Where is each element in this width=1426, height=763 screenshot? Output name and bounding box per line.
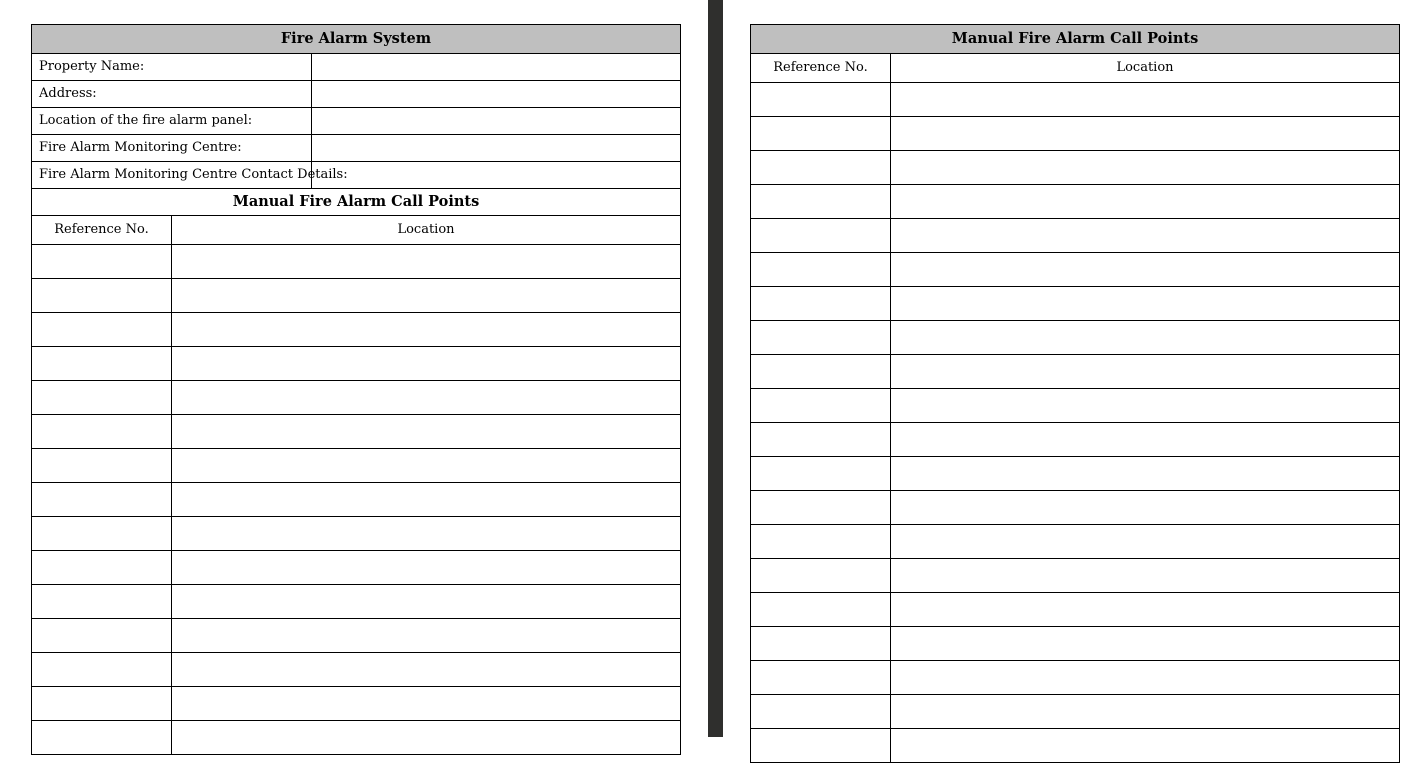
table-row: [751, 185, 1400, 219]
table-row: [32, 313, 681, 347]
reference-no-cell[interactable]: [751, 321, 891, 355]
reference-no-cell[interactable]: [751, 729, 891, 763]
reference-no-cell[interactable]: [751, 457, 891, 491]
reference-no-header: Reference No.: [32, 216, 172, 245]
reference-no-cell[interactable]: [751, 219, 891, 253]
location-cell[interactable]: [891, 559, 1400, 593]
panel-location-label: Location of the fire alarm panel:: [32, 108, 312, 135]
location-cell[interactable]: [891, 185, 1400, 219]
address-label: Address:: [32, 81, 312, 108]
location-cell[interactable]: [891, 355, 1400, 389]
table-row: [751, 117, 1400, 151]
location-cell[interactable]: [891, 593, 1400, 627]
location-cell[interactable]: [172, 483, 681, 517]
reference-no-cell[interactable]: [751, 491, 891, 525]
field-row-monitoring-contact: [32, 162, 681, 189]
table-row: [32, 347, 681, 381]
table-row: [32, 279, 681, 313]
reference-no-cell[interactable]: [751, 151, 891, 185]
reference-no-cell[interactable]: [32, 347, 172, 381]
location-cell[interactable]: [172, 449, 681, 483]
location-cell[interactable]: [172, 551, 681, 585]
location-cell[interactable]: [891, 729, 1400, 763]
reference-no-cell[interactable]: [751, 593, 891, 627]
field-row-panel-location: [32, 108, 681, 135]
location-cell[interactable]: [891, 253, 1400, 287]
table-row: [751, 593, 1400, 627]
call-points-section-row: [32, 189, 681, 216]
table-row: [32, 721, 681, 755]
table-row: [32, 687, 681, 721]
location-cell[interactable]: [891, 389, 1400, 423]
location-cell[interactable]: [891, 219, 1400, 253]
table-row: [751, 457, 1400, 491]
reference-no-cell[interactable]: [751, 695, 891, 729]
table-row: [32, 381, 681, 415]
reference-no-cell[interactable]: [751, 117, 891, 151]
reference-no-cell[interactable]: [32, 687, 172, 721]
location-cell[interactable]: [891, 627, 1400, 661]
call-points-section-title: Manual Fire Alarm Call Points: [32, 189, 681, 216]
location-cell[interactable]: [891, 661, 1400, 695]
reference-no-cell[interactable]: [32, 585, 172, 619]
table-row: [751, 525, 1400, 559]
document-page-1: [0, 0, 708, 737]
table-row: [32, 517, 681, 551]
location-cell[interactable]: [172, 313, 681, 347]
monitoring-contact-field[interactable]: [312, 162, 681, 189]
property-name-field[interactable]: [312, 54, 681, 81]
location-cell[interactable]: [172, 347, 681, 381]
location-cell[interactable]: [172, 687, 681, 721]
location-cell[interactable]: [891, 423, 1400, 457]
table-row: [751, 729, 1400, 763]
reference-no-cell[interactable]: [751, 423, 891, 457]
table-row: [751, 695, 1400, 729]
page-gutter: [708, 0, 723, 737]
reference-no-cell[interactable]: [32, 551, 172, 585]
address-field[interactable]: [312, 81, 681, 108]
fire-alarm-system-table: [31, 24, 681, 755]
table-row: [751, 151, 1400, 185]
reference-no-cell[interactable]: [32, 279, 172, 313]
monitoring-centre-field[interactable]: [312, 135, 681, 162]
location-cell[interactable]: [891, 695, 1400, 729]
table-row: [32, 415, 681, 449]
location-cell[interactable]: [172, 585, 681, 619]
reference-no-cell[interactable]: [751, 287, 891, 321]
table-row: [751, 321, 1400, 355]
location-cell[interactable]: [891, 83, 1400, 117]
table-title-row: [32, 25, 681, 54]
location-cell[interactable]: [891, 457, 1400, 491]
reference-no-cell[interactable]: [32, 483, 172, 517]
reference-no-header: Reference No.: [751, 54, 891, 83]
location-cell[interactable]: [891, 287, 1400, 321]
table-title-row: [751, 25, 1400, 54]
table-row: [751, 389, 1400, 423]
table-row: [751, 219, 1400, 253]
reference-no-cell[interactable]: [32, 245, 172, 279]
table-row: [751, 253, 1400, 287]
reference-no-cell[interactable]: [751, 253, 891, 287]
table-row: [751, 491, 1400, 525]
call-points-header-row: [32, 216, 681, 245]
call-points-title: Manual Fire Alarm Call Points: [751, 25, 1400, 54]
table-row: [751, 287, 1400, 321]
location-cell[interactable]: [172, 721, 681, 755]
property-name-label: Property Name:: [32, 54, 312, 81]
reference-no-cell[interactable]: [32, 517, 172, 551]
document-page-2: [723, 0, 1426, 737]
panel-location-field[interactable]: [312, 108, 681, 135]
reference-no-cell[interactable]: [751, 185, 891, 219]
field-row-property-name: [32, 54, 681, 81]
reference-no-cell[interactable]: [32, 721, 172, 755]
table-row: [32, 619, 681, 653]
reference-no-cell[interactable]: [751, 83, 891, 117]
table-row: [751, 559, 1400, 593]
location-cell[interactable]: [172, 381, 681, 415]
location-cell[interactable]: [172, 279, 681, 313]
table-row: [32, 449, 681, 483]
location-cell[interactable]: [891, 151, 1400, 185]
monitoring-centre-label: Fire Alarm Monitoring Centre:: [32, 135, 312, 162]
location-cell[interactable]: [172, 245, 681, 279]
table-row: [751, 627, 1400, 661]
reference-no-cell[interactable]: [32, 449, 172, 483]
location-header: Location: [172, 216, 681, 245]
location-cell[interactable]: [172, 619, 681, 653]
table-row: [32, 483, 681, 517]
call-points-header-row: [751, 54, 1400, 83]
location-cell[interactable]: [172, 415, 681, 449]
location-cell[interactable]: [891, 525, 1400, 559]
field-row-address: [32, 81, 681, 108]
reference-no-cell[interactable]: [751, 389, 891, 423]
table-row: [751, 83, 1400, 117]
table-row: [751, 355, 1400, 389]
reference-no-cell[interactable]: [751, 355, 891, 389]
reference-no-cell[interactable]: [32, 313, 172, 347]
reference-no-cell[interactable]: [32, 619, 172, 653]
table-row: [32, 653, 681, 687]
fire-alarm-system-title: Fire Alarm System: [32, 25, 681, 54]
table-row: [751, 661, 1400, 695]
table-row: [32, 585, 681, 619]
table-row: [32, 551, 681, 585]
call-points-table-continued: [750, 24, 1400, 763]
table-row: [32, 245, 681, 279]
reference-no-cell[interactable]: [32, 415, 172, 449]
location-header: Location: [891, 54, 1400, 83]
reference-no-cell[interactable]: [751, 661, 891, 695]
reference-no-cell[interactable]: [751, 525, 891, 559]
location-cell[interactable]: [891, 491, 1400, 525]
location-cell[interactable]: [891, 117, 1400, 151]
location-cell[interactable]: [891, 321, 1400, 355]
table-row: [751, 423, 1400, 457]
reference-no-cell[interactable]: [751, 627, 891, 661]
monitoring-contact-label: Fire Alarm Monitoring Centre Contact Details:: [32, 162, 312, 189]
location-cell[interactable]: [172, 517, 681, 551]
reference-no-cell[interactable]: [32, 381, 172, 415]
location-cell[interactable]: [172, 653, 681, 687]
reference-no-cell[interactable]: [751, 559, 891, 593]
field-row-monitoring-centre: [32, 135, 681, 162]
reference-no-cell[interactable]: [32, 653, 172, 687]
